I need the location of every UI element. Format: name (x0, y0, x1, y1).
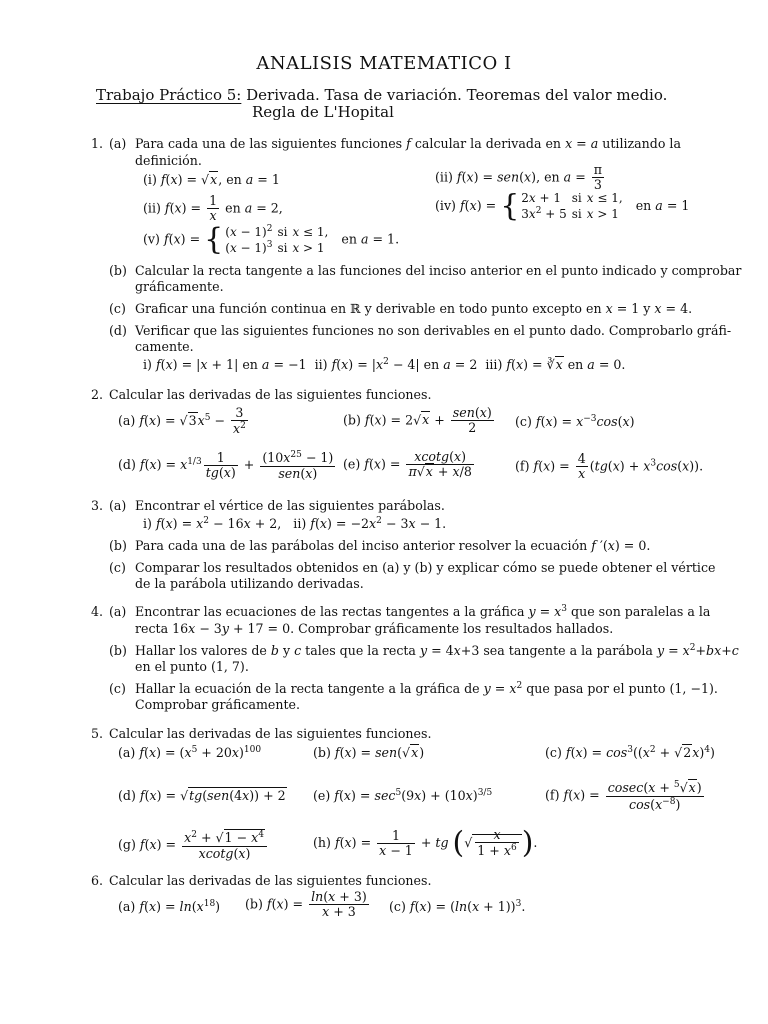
exercise-1b-text: Calcular la recta tangente a las funciones del inciso anterior en el punto indicado y comprobar (135, 263, 742, 278)
exercise-5d: (d) f(x) = √tg(sen(4x)) + 2 (118, 788, 286, 803)
exercise-1b-label: (b) (109, 263, 127, 278)
exercise-4a-label: (a) (109, 604, 127, 619)
exercise-2f: (f) f(x) = $\frac{4}{x}$ $(tg(x) + x^3\cos(x))$. (515, 451, 704, 482)
exercise-1d-functions: i) f(x) = |x + 1| en a = −1 ii) $f(x) = |x^2 - 4|$ en a = 2 iii) f(x) = ∛x en a = 0. (143, 357, 626, 373)
exercise-1d-text-cont: camente. (135, 339, 194, 354)
exercise-2e: (e) f(x) = $\frac{xcotg(x)}{\pi√x + x/8}$ (343, 449, 472, 480)
exercise-1c-label: (c) (109, 301, 126, 316)
exercise-1a-i: (i) f(x) = √x, en a = 1 (143, 172, 280, 187)
practice-label: Trabajo Práctico 5: (96, 86, 242, 104)
practice-topic-line2: Regla de L'Hopital (252, 103, 394, 121)
document-title: ANALISIS MATEMATICO I (256, 53, 512, 74)
exercise-2a: (a) $f(x) = √3x^5$ − $\frac{3}{x^2}$ (118, 405, 246, 437)
exercise-6c: (c) $f(x) = (\ln(x + 1))^3$. (389, 899, 526, 915)
exercise-1a-ii-sen: (ii) f(x) = sen(x), en a = $\frac{\pi}{3}$ (435, 162, 603, 193)
exercise-6a: (a) $f(x) = \ln(x^{18})$ (118, 899, 221, 915)
exercise-1b-text-cont: gráficamente. (135, 279, 224, 294)
exercise-1a-text-cont: definición. (135, 153, 202, 168)
exercise-2d: (d) $f(x) = x^{1/3}$ $\frac{1}{tg(x)}$ + $\frac{(10x^{25} - 1)}{\text{sen(x)}}$ (118, 449, 334, 481)
exercise-4-number: 4. (91, 604, 104, 619)
exercise-5f: (f) f(x) = $\frac{cosec(x + ^5√x)}{\cos(x^{-8})}$ (545, 780, 702, 812)
exercise-1-number: 1. (91, 136, 104, 151)
exercise-5-number: 5. (91, 726, 104, 741)
exercise-1d-label: (d) (109, 323, 127, 338)
exercise-5b: (b) f(x) = sen(√x) (313, 745, 425, 760)
exercise-4b-text-cont: en el punto (1, 7). (135, 659, 249, 674)
exercise-3a-text: Encontrar el vértice de las siguientes parábolas. (135, 498, 445, 513)
exercise-1c-text: Graficar una función continua en ℝ y derivable en todo punto excepto en x = 1 y x = 4. (135, 301, 693, 316)
exercise-1a-text: Para cada una de las siguientes funciones f calcular la derivada en x = a utilizando la (135, 136, 681, 151)
exercise-3c-text: Comparar los resultados obtenidos en (a) y (b) y explicar cómo se puede obtener el vértice (135, 560, 716, 575)
exercise-4c-text-cont: Comprobar gráficamente. (135, 697, 300, 712)
exercise-3-number: 3. (91, 498, 104, 513)
exercise-1d-text: Verificar que las siguientes funciones no son derivables en el punto dado. Comprobarlo gráfi- (135, 323, 732, 338)
exercise-4a-text-cont: recta 16x − 3y + 17 = 0. Comprobar gráficamente los resultados hallados. (135, 621, 614, 636)
exercise-5h: (h) f(x) = $\frac{1}{x - 1}$ + tg (√ $\frac{x}{1 + x^6}$ ). (313, 825, 538, 861)
exercise-1a-ii-reciprocal: (ii) f(x) = $\frac{1}{x}$ en a = 2, (143, 193, 283, 224)
exercise-2c: (c) $f(x) = x^{-3}\cos(x)$ (515, 414, 635, 430)
exercise-3b-text: Para cada una de las parábolas del inciso anterior resolver la ecuación f ′(x) = 0. (135, 538, 651, 553)
practice-topic-line1: Derivada. Tasa de variación. Teoremas del valor medio. (246, 86, 668, 104)
exercise-4a-text: Encontrar las ecuaciones de las rectas tangentes a la gráfica $y = x^3$ que son paralelas a la (135, 604, 711, 620)
exercise-3b-label: (b) (109, 538, 127, 553)
exercise-3c-label: (c) (109, 560, 126, 575)
exercise-1a-v: (v) f(x) = { $(x - 1)^2$ si x ≤ 1, $(x - 1)^3$ si x > 1 en a = 1. (143, 222, 400, 257)
exercise-1a-label: (a) (109, 136, 127, 151)
exercise-6b: (b) f(x) = $\frac{\ln(x + 3)}{x + 3}$ (245, 889, 367, 920)
exercise-6-intro: Calcular las derivadas de las siguientes funciones. (109, 873, 432, 888)
exercise-4c-text: Hallar la ecuación de la recta tangente a la gráfica de $y = x^2$ que pasa por el punto (1, −1). (135, 681, 718, 697)
exercise-5-intro: Calcular las derivadas de las siguientes funciones. (109, 726, 432, 741)
exercise-2-intro: Calcular las derivadas de las siguientes funciones. (109, 387, 432, 402)
exercise-3c-text-cont: de la parábola utilizando derivadas. (135, 576, 364, 591)
exercise-3a-label: (a) (109, 498, 127, 513)
exercise-5c: (c) $f(x) = \cos^3((x^2 + √2x)^4)$ (545, 745, 715, 761)
exercise-3a-parabolas: i) $f(x) = x^2 - 16x + 2$, ii) $f(x) = -2x^2 - 3x - 1$. (143, 516, 447, 532)
exercise-1a-iv: (iv) f(x) = { 2x + 1 si x ≤ 1, $3x^2 + 5$ si x > 1 en a = 1 (435, 188, 690, 224)
exercise-6-number: 6. (91, 873, 104, 888)
exercise-4b-text: Hallar los valores de b y c tales que la recta y = 4x+3 sea tangente a la parábola $y = x^2+bx+c$ (135, 643, 739, 659)
exercise-2-number: 2. (91, 387, 104, 402)
exercise-5g: (g) f(x) = $\frac{x^2 + √1 - x^4}{xcotg(x)}$ (118, 830, 269, 861)
exercise-4b-label: (b) (109, 643, 127, 658)
exercise-5e: (e) $f(x) = \sec^5(9x) + (10x)^{3/5}$ (313, 788, 493, 804)
exercise-4c-label: (c) (109, 681, 126, 696)
exercise-5a: (a) $f(x) = (x^5 + 20x)^{100}$ (118, 745, 262, 761)
exercise-2b: (b) f(x) = 2√x + $\frac{\text{sen(x)}}{2}$ (343, 405, 492, 436)
